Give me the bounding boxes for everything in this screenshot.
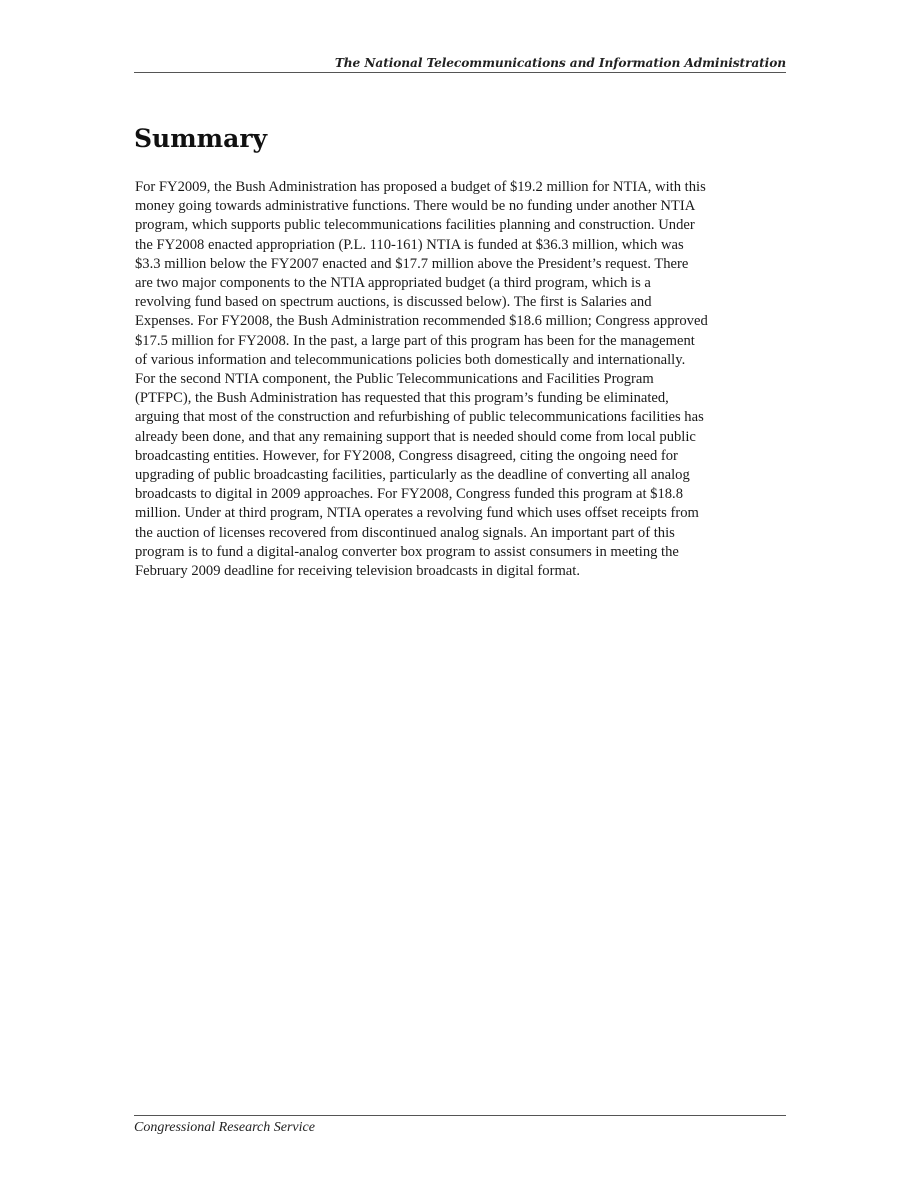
summary-line: $3.3 million below the FY2007 enacted and $17.7 million above the President’s request. There [135,255,689,272]
summary-line: program is to fund a digital-analog converter box program to assist consumers in meeting the [135,543,679,560]
running-header: The National Telecommunications and Information Administration [334,56,786,70]
summary-line: the auction of licenses recovered from discontinued analog signals. An important part of this [135,524,675,541]
summary-paragraph [135,178,787,581]
summary-line: (PTFPC), the Bush Administration has requested that this program’s funding be eliminated, [135,390,669,407]
page-footer: Congressional Research Service [134,1120,315,1135]
summary-line: Expenses. For FY2008, the Bush Administration recommended $18.6 million; Congress approved [135,313,708,330]
footer-rule [134,1115,786,1116]
summary-line: upgrading of public broadcasting facilities, particularly as the deadline of converting all analog [135,467,690,484]
summary-line: For FY2009, the Bush Administration has proposed a budget of $19.2 million for NTIA, with this [135,179,706,195]
summary-line: money going towards administrative functions. There would be no funding under another NTIA [135,198,696,215]
section-title: Summary [134,124,268,153]
summary-line: broadcasts to digital in 2009 approaches. For FY2008, Congress funded this program at $18.8 [135,486,683,503]
summary-line: For the second NTIA component, the Public Telecommunications and Facilities Program [135,371,654,388]
summary-line: the FY2008 enacted appropriation (P.L. 110-161) NTIA is funded at $36.3 million, which was [135,236,684,253]
summary-line: arguing that most of the construction and refurbishing of public telecommunications facilities has [135,409,704,426]
summary-line: February 2009 deadline for receiving television broadcasts in digital format. [135,563,580,580]
summary-line: million. Under at third program, NTIA operates a revolving fund which uses offset receipts from [135,505,699,522]
summary-line: $17.5 million for FY2008. In the past, a large part of this program has been for the management [135,332,695,349]
summary-line: revolving fund based on spectrum auctions, is discussed below). The first is Salaries and [135,294,652,311]
header-rule [134,72,786,73]
summary-line: already been done, and that any remaining support that is needed should come from local public [135,428,696,445]
summary-line: program, which supports public telecommunications facilities planning and construction. Under [135,217,695,234]
summary-line: of various information and telecommunications policies both domestically and internationally. [135,351,686,368]
summary-line: broadcasting entities. However, for FY2008, Congress disagreed, citing the ongoing need for [135,447,678,464]
summary-line: are two major components to the NTIA appropriated budget (a third program, which is a [135,275,651,292]
